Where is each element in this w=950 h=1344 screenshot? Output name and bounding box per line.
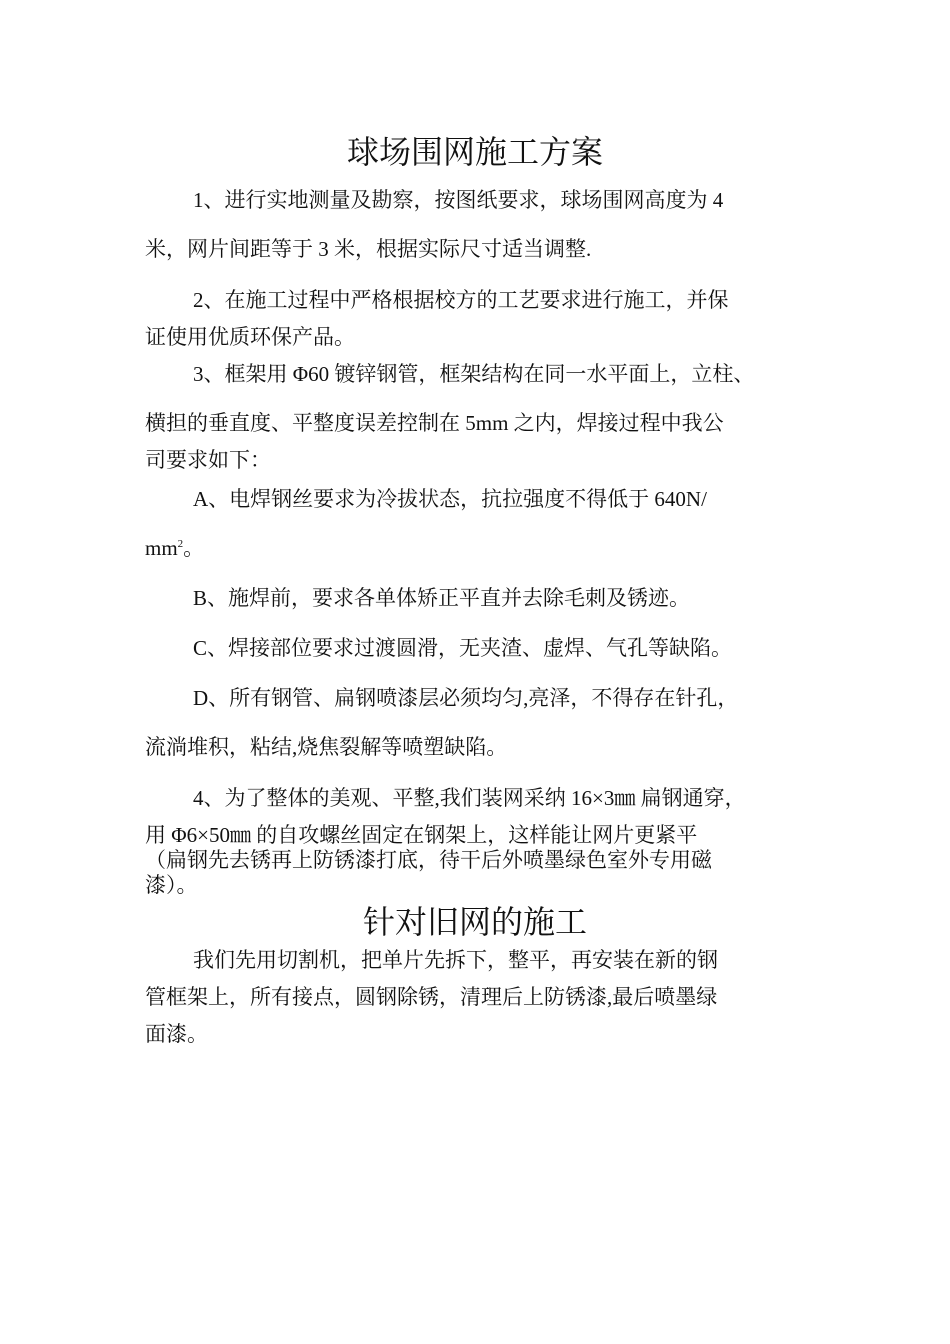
period: 。 xyxy=(183,536,205,560)
page-title: 球场围网施工方案 xyxy=(346,133,603,171)
para-a-line-1: A、电焊钢丝要求为冷拔状态，抗拉强度不得低于 640N/ xyxy=(193,487,707,511)
section-title: 针对旧网的施工 xyxy=(362,903,587,941)
para-c: C、焊接部位要求过渡圆滑，无夹渣、虚焊、气孔等缺陷。 xyxy=(193,636,733,660)
para-4-line-3: （扁钢先去锈再上防锈漆打底，待干后外喷墨绿色室外专用磁 xyxy=(145,848,712,872)
unit-mm: mm xyxy=(145,536,178,560)
para-3-line-3: 司要求如下： xyxy=(145,448,271,472)
para-5-line-1: 我们先用切割机，把单片先拆下，整平，再安装在新的钢 xyxy=(193,948,718,972)
para-3-line-1: 3、框架用 Φ60 镀锌钢管，框架结构在同一水平面上，立柱、 xyxy=(193,362,755,386)
para-b: B、施焊前，要求各单体矫正平直并去除毛刺及锈迹。 xyxy=(193,586,691,610)
para-1-line-2: 米，网片间距等于 3 米，根据实际尺寸适当调整. xyxy=(145,237,592,261)
para-5-line-2: 管框架上，所有接点，圆钢除锈，清理后上防锈漆,最后喷墨绿 xyxy=(145,985,718,1009)
unit-superscript: 2 xyxy=(177,538,184,550)
para-d-line-1: D、所有钢管、扁钢喷漆层必须均匀,亮泽，不得存在针孔， xyxy=(193,686,739,710)
para-4-line-1: 4、为了整体的美观、平整,我们装网采纳 16×3㎜ 扁钢通穿， xyxy=(193,786,746,810)
para-5-line-3: 面漆。 xyxy=(145,1022,208,1046)
para-4-line-4: 漆）。 xyxy=(145,873,198,897)
para-2-line-1: 2、在施工过程中严格根据校方的工艺要求进行施工，并保 xyxy=(193,288,729,312)
para-1-line-1: 1、进行实地测量及勘察，按图纸要求，球场围网高度为 4 xyxy=(193,188,724,212)
para-d-line-2: 流淌堆积，粘结,烧焦裂解等喷塑缺陷。 xyxy=(145,735,508,759)
para-a-line-2 xyxy=(145,534,204,562)
para-4-line-2: 用 Φ6×50㎜ 的自攻螺丝固定在钢架上，这样能让网片更紧平 xyxy=(145,823,698,847)
para-2-line-2: 证使用优质环保产品。 xyxy=(145,325,355,349)
para-3-line-2: 横担的垂直度、平整度误差控制在 5mm 之内，焊接过程中我公 xyxy=(145,411,724,435)
